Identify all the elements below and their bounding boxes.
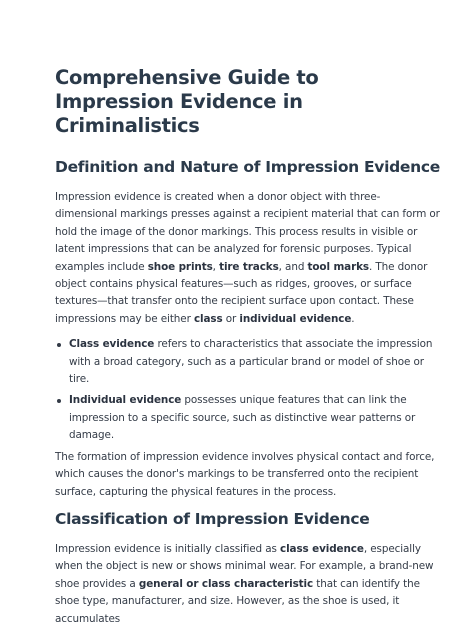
paragraph-text: ,: [212, 260, 220, 273]
document-title: Comprehensive Guide to Impression Evidence in Criminalistics: [55, 66, 319, 137]
paragraph-text: Impression evidence is initially classified as: [55, 542, 281, 555]
bold-term: Individual evidence: [69, 394, 182, 407]
bold-term: Class evidence: [69, 338, 155, 351]
bold-term: class evidence: [280, 542, 364, 555]
evidence-type-list: [55, 336, 442, 444]
section-heading-classification: Classification of Impression Evidence: [55, 509, 370, 528]
paragraph-text: Impression evidence is created when a donor object with three-dimensional markings presses against a recipient material that can form or hold the image of the donor markings. This process results in visible or latent impressions that can be analyzed for forensic purposes. Typical examples include: [55, 191, 440, 273]
paragraph-text: or: [222, 312, 240, 325]
section-heading-definition: Definition and Nature of Impression Evidence: [55, 158, 440, 176]
bold-term: tool marks: [307, 260, 369, 273]
bold-term: class: [193, 312, 223, 325]
formation-paragraph: The formation of impression evidence involves physical contact and force, which causes the donor's markings to be transferred onto the recipient surface, capturing the physical features in the process.: [55, 450, 435, 498]
list-item: [69, 392, 442, 444]
bold-term: shoe prints: [147, 260, 213, 273]
paragraph-text: . The donor object contains physical features—such as ridges, grooves, or surface textures—that transfer onto the recipient surface upon contact. These impressions may be either: [55, 260, 428, 325]
bold-term: individual evidence: [239, 312, 352, 325]
list-item: [69, 336, 442, 388]
paragraph-text: that can identify the shoe type, manufacturer, and size. However, as the shoe is used, it accumulates: [55, 577, 420, 625]
paragraph-text: .: [351, 312, 355, 325]
bold-term: tire tracks: [219, 260, 279, 273]
bold-term: general or class characteristic: [138, 577, 314, 590]
bullet-icon: [57, 343, 61, 347]
list-item-text: refers to characteristics that associate the impression with a broad category, such as a particular brand or model of shoe or tire.: [69, 338, 433, 386]
bullet-icon: [57, 399, 61, 403]
section-definition-paragraph: [55, 189, 442, 328]
paragraph-text: , especially when the object is new or shows minimal wear. For example, a brand-new shoe provides a: [55, 542, 434, 590]
classification-paragraph: [55, 541, 442, 628]
paragraph-text: , and: [278, 260, 308, 273]
list-item-text: possesses unique features that can link the impression to a specific source, such as distinctive wear patterns or damage.: [69, 394, 416, 442]
